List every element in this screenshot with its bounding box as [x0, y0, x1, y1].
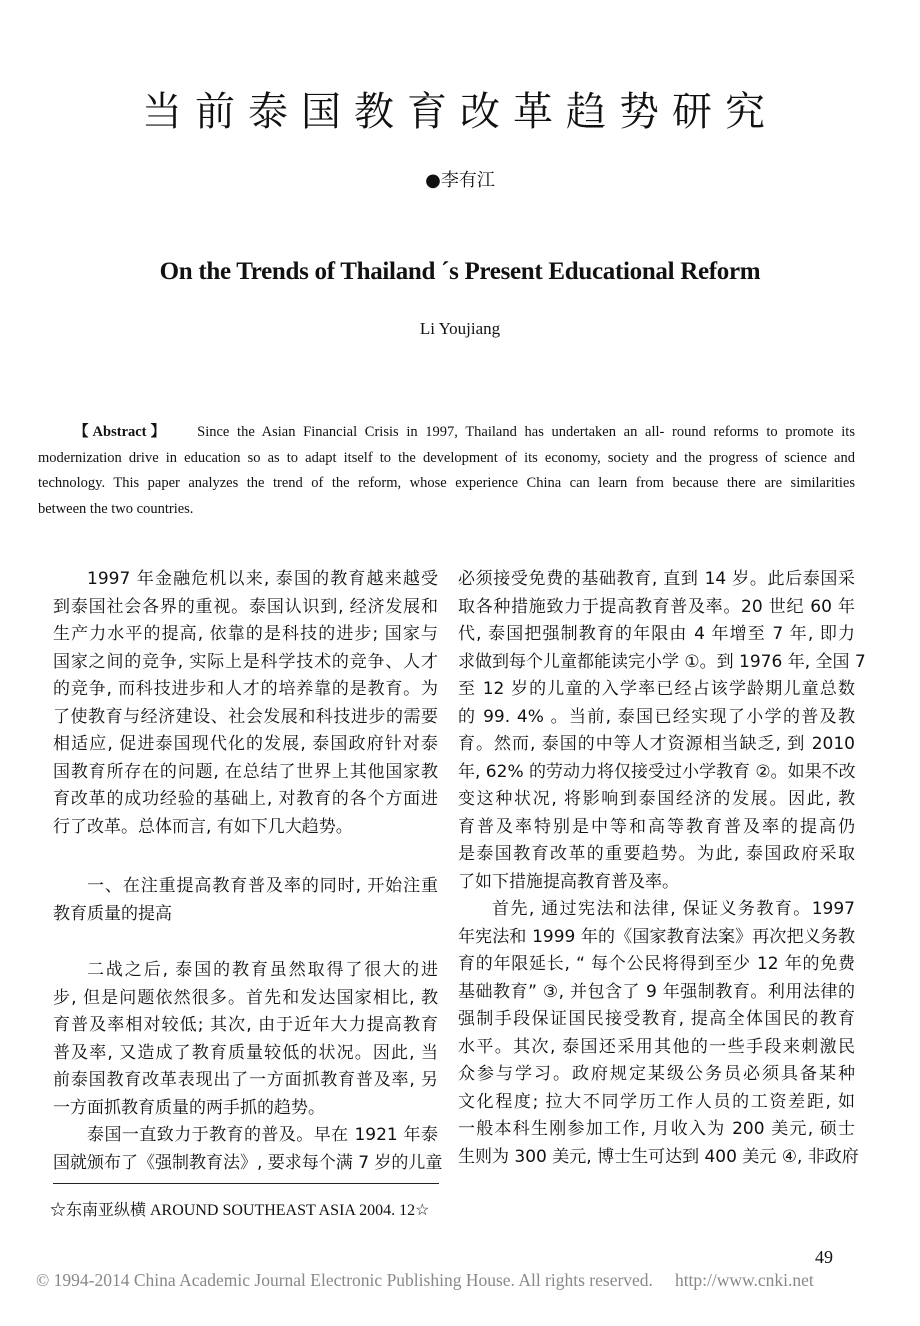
text-line: 变这种状况, 将影响到泰国经济的发展。因此, 教 [458, 789, 855, 809]
text-line: 水平。其次, 泰国还采用其他的一些手段来刺激民 [458, 1036, 855, 1057]
text-line: 育改革的成功经验的基础上, 对教育的各个方面进 [53, 789, 438, 809]
text-line: 年, 62% 的劳动力将仅接受过小学教育 ②。如果不改 [458, 761, 856, 782]
text-line: 的 99. 4% 。当前, 泰国已经实现了小学的普及教 [458, 706, 855, 727]
text-line: 一方面抓教育质量的两手抓的趋势。 [53, 1097, 325, 1118]
text-line: 一、在注重提高教育普及率的同时, 开始注重 [87, 876, 438, 896]
text-line: 众参与学习。政府规定某级公务员必须具备某种 [458, 1064, 855, 1084]
text-line: 到泰国社会各界的重视。泰国认识到, 经济发展和 [53, 596, 438, 617]
paragraph [53, 566, 438, 841]
english-title: On the Trends of Thailand ´s Present Educational Reform [159, 258, 761, 285]
text-line: 国家之间的竞争, 实际上是科学技术的竞争、人才 [53, 651, 438, 672]
section-heading [53, 873, 438, 928]
text-line: 步, 但是问题依然很多。首先和发达国家相比, 教 [53, 987, 438, 1008]
left-column [53, 566, 443, 1177]
english-author: Li Youjiang [419, 319, 501, 338]
text-line: 文化程度; 拉大不同学历工作人员的工资差距, 如 [458, 1091, 855, 1112]
text-line: 的竞争, 而科技进步和人才的培养靠的是教育。为 [53, 679, 438, 699]
text-line: 首先, 通过宪法和法律, 保证义务教育。1997 [492, 899, 855, 919]
right-column [458, 566, 866, 1171]
abstract-text: technology. This paper analyzes the trend of the reform, whose experience China can learn from because there are similarities [38, 475, 855, 492]
text-line: 二战之后, 泰国的教育虽然取得了很大的进 [87, 960, 438, 980]
article-title: 当前泰国教育改革趋势研究 [142, 89, 778, 135]
text-line: 必须接受免费的基础教育, 直到 14 岁。此后泰国采 [458, 569, 855, 589]
copyright-text: © 1994-2014 China Academic Journal Electronic Publishing House. All rights reserved. [36, 1270, 653, 1290]
text-line: 求做到每个儿童都能读完小学 ①。到 1976 年, 全国 7 [458, 651, 866, 672]
text-line: 是泰国教育改革的重要趋势。为此, 泰国政府采取 [458, 844, 855, 864]
text-line: 普及率, 又造成了教育质量较低的状况。因此, 当 [53, 1042, 438, 1063]
text-line: 泰国一直致力于教育的普及。早在 1921 年泰 [87, 1125, 438, 1145]
journal-footer: ☆东南亚纵横 AROUND SOUTHEAST ASIA 2004. 12☆ [50, 1202, 430, 1219]
paragraph [458, 566, 866, 896]
text-line: 前泰国教育改革表现出了一方面抓教育普及率, 另 [53, 1070, 438, 1090]
text-line: 基础教育” ③, 并包含了 9 年强制教育。利用法律的 [458, 981, 855, 1002]
text-line: 强制手段保证国民接受教育, 提高全体国民的教育 [458, 1009, 855, 1029]
text-line: 生则为 300 美元, 博士生可达到 400 美元 ④, 非政府 [458, 1146, 859, 1167]
author-name: ●李有江 [425, 170, 495, 191]
abstract-line [38, 446, 855, 472]
cnki-link[interactable]: http://www.cnki.net [674, 1270, 814, 1290]
text-line: 育普及率特别是中等和高等教育普及率的提高仍 [458, 816, 855, 837]
text-line: 一般本科生刚参加工作, 月收入为 200 美元, 硕士 [458, 1119, 855, 1139]
text-line: 相适应, 促进泰国现代化的发展, 泰国政府针对泰 [53, 734, 438, 754]
text-line: 了如下措施提高教育普及率。 [458, 871, 679, 892]
text-line: 教育质量的提高 [53, 903, 172, 924]
text-line: 1997 年金融危机以来, 泰国的教育越来越受 [87, 569, 438, 589]
text-line: 行了改革。总体而言, 有如下几大趋势。 [53, 816, 353, 837]
abstract-line [38, 497, 855, 523]
abstract-line [38, 471, 855, 497]
paragraph [458, 896, 859, 1171]
text-line: 育普及率相对较低; 其次, 由于近年大力提高教育 [53, 1015, 438, 1035]
text-line: 取各种措施致力于提高教育普及率。20 世纪 60 年 [458, 596, 855, 617]
text-line: 了使教育与经济建设、社会发展和科技进步的需要 [53, 706, 438, 727]
abstract-text: between the two countries. [38, 500, 194, 517]
text-line: 国教育所存在的问题, 在总结了世界上其他国家教 [53, 761, 438, 782]
copyright-line [36, 1270, 920, 1291]
page-number: 49 [815, 1247, 833, 1267]
text-line: 国就颁布了《强制教育法》, 要求每个满 7 岁的儿童 [53, 1152, 443, 1173]
paragraph [53, 1122, 443, 1177]
abstract-text: Since the Asian Financial Crisis in 1997, Thailand has undertaken an all- round reforms to promote its [197, 424, 855, 440]
text-line: 年宪法和 1999 年的《国家教育法案》再次把义务教 [458, 926, 855, 947]
text-line: 育。然而, 泰国的中等人才资源相当缺乏, 到 2010 [458, 734, 855, 754]
text-line: 生产力水平的提高, 依靠的是科技的进步; 国家与 [53, 624, 438, 644]
footer-divider [53, 1183, 439, 1184]
paragraph [53, 957, 438, 1122]
text-line: 育的年限延长, “ 每个公民将得到至少 12 年的免费 [458, 954, 855, 974]
abstract-line [38, 420, 855, 446]
text-line: 代, 泰国把强制教育的年限由 4 年增至 7 年, 即力 [458, 624, 855, 644]
text-line: 至 12 岁的儿童的入学率已经占该学龄期儿童总数 [458, 679, 855, 699]
abstract [38, 420, 855, 522]
abstract-text: modernization drive in education so as to adapt itself to the development of its economy, society and the progress of science and [38, 449, 855, 466]
abstract-label: 【Abstract】 [74, 424, 170, 440]
